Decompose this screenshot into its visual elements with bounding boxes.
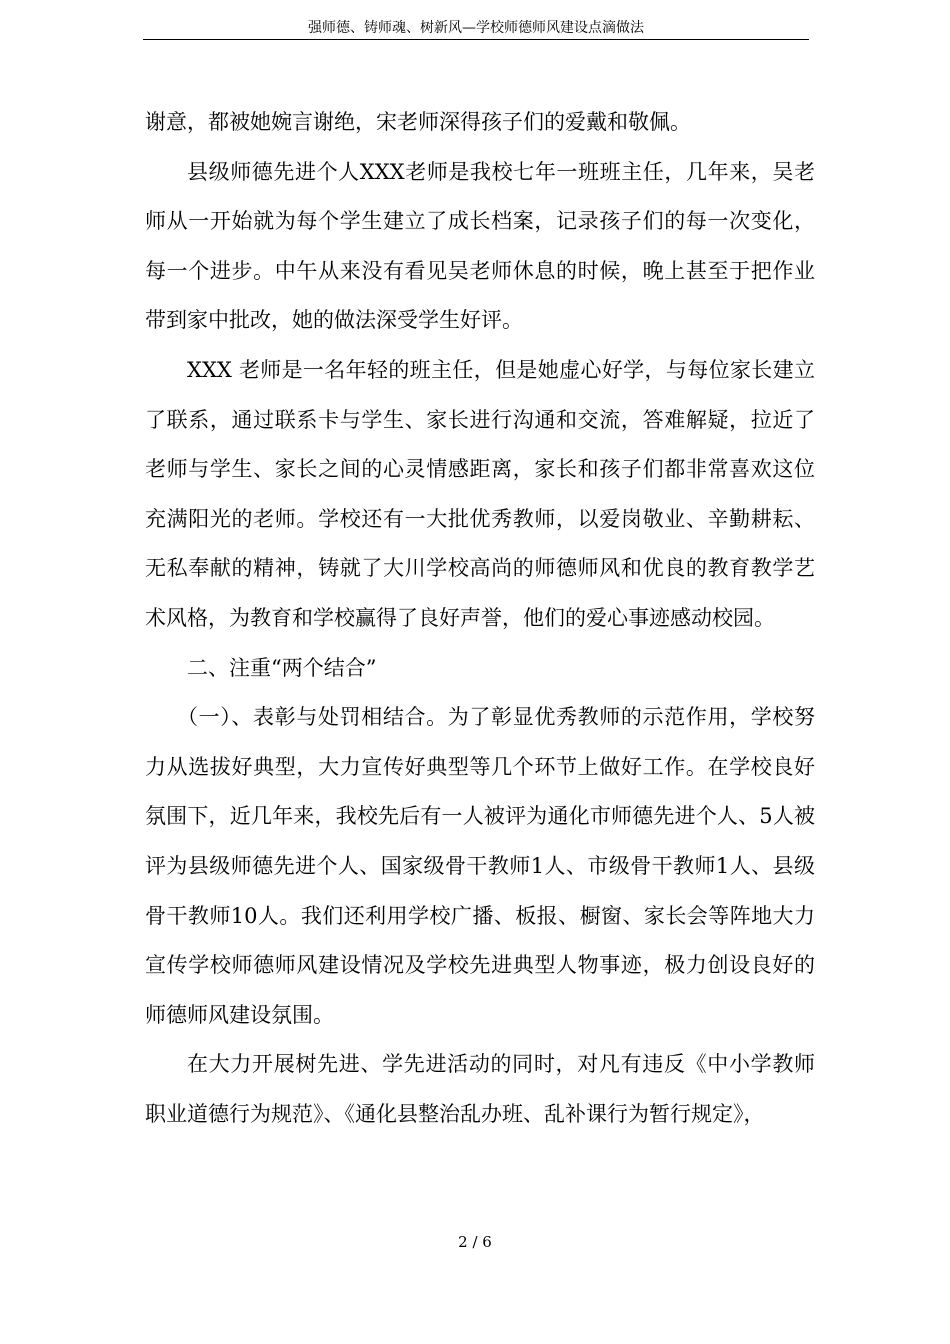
header-title: 强师德、铸师魂、树新风—学校师德师风建设点滴做法 xyxy=(308,20,644,36)
paragraph-continuation: 谢意，都被她婉言谢绝，宋老师深得孩子们的爱戴和敬佩。 xyxy=(145,110,691,134)
paragraph-reward-and-punishment: （一）、表彰与处罚相结合。为了彰显优秀教师的示范作用，学校努力从选拔好典型，大力宣传好典型等几个环节上做好工作。在学校良好氛围下，近几年来，我校先后有一人被评为通化市师德先进个人、5人被评为县级师德先进个人、国家级骨干教师1人、市级骨干教师1人、县级骨干教师10人。我们还利用学校广播、板报、橱窗、家长会等阵地大力宣传学校师德师风建设情况及学校先进典型人物事迹，极力创设良好的师德师风建设氛围。 xyxy=(145,705,815,1027)
document-body xyxy=(145,98,815,1139)
page-header xyxy=(143,18,809,40)
page-number: 2 / 6 xyxy=(458,1233,492,1251)
section-heading-two-combinations: 二、注重“两个结合” xyxy=(187,655,377,680)
paragraph-teacher-wu: 县级师德先进个人XXX老师是我校七年一班班主任，几年来，吴老师从一开始就为每个学生建立了成长档案，记录孩子们的每一次变化，每一个进步。中午从来没有看见吴老师休息的时候，晚上甚至于把作业带到家中批改，她的做法深受学生好评。 xyxy=(145,159,815,333)
paragraph-young-teacher: XXX 老师是一名年轻的班主任，但是她虚心好学，与每位家长建立了联系，通过联系卡与学生、家长进行沟通和交流，答难解疑，拉近了老师与学生、家长之间的心灵情感距离，家长和孩子们都非常喜欢这位充满阳光的老师。学校还有一大批优秀教师，以爱岗敬业、辛勤耕耘、无私奉献的精神，铸就了大川学校高尚的师德师风和优良的教育教学艺术风格，为教育和学校赢得了良好声誉，他们的爱心事迹感动校园。 xyxy=(145,357,815,630)
page-footer xyxy=(0,1232,950,1252)
paragraph-violations: 在大力开展树先进、学先进活动的同时，对凡有违反《中小学教师职业道德行为规范》、《通化县整治乱办班、乱补课行为暂行规定》， xyxy=(145,1052,815,1126)
